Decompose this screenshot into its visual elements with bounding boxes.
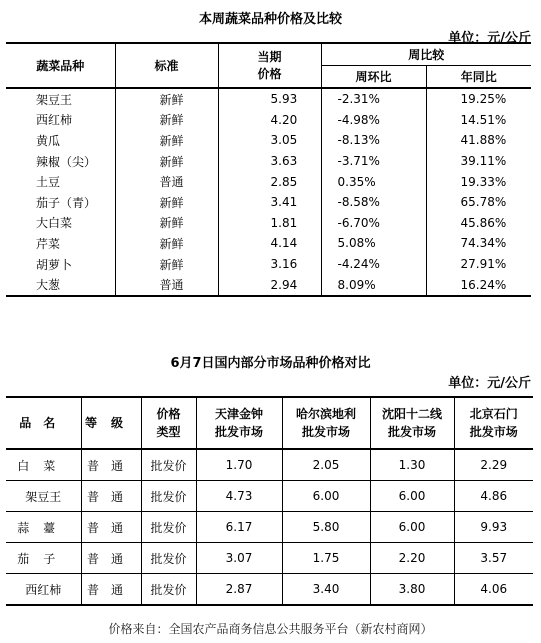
cell-tianjin: 2.87 (196, 574, 282, 606)
table-row (6, 449, 533, 481)
header-current-price-line1: 当期 (257, 49, 282, 64)
cell-price: 3.63 (218, 151, 321, 172)
header-market-harbin-line1: 哈尔滨地利 (295, 407, 356, 421)
cell-yoy: 45.86% (426, 213, 531, 234)
table-row (6, 88, 531, 110)
cell-price: 1.81 (218, 213, 321, 234)
table-row (6, 130, 531, 151)
header-market-tianjin (196, 397, 282, 449)
cell-product-name: 架豆王 (6, 481, 81, 512)
cell-standard: 普通 (115, 274, 218, 296)
cell-grade: 普通 (81, 512, 141, 543)
cell-shenyang: 6.00 (370, 481, 454, 512)
cell-beijing: 3.57 (454, 543, 533, 574)
cell-standard: 新鲜 (115, 254, 218, 275)
cell-wow: 0.35% (321, 171, 426, 192)
cell-shenyang: 1.30 (370, 449, 454, 481)
cell-tianjin: 3.07 (196, 543, 282, 574)
cell-standard: 新鲜 (115, 213, 218, 234)
cell-tianjin: 4.73 (196, 481, 282, 512)
table1-title: 本周蔬菜品种价格及比较 (198, 12, 342, 27)
header-market-shenyang (370, 397, 454, 449)
cell-price: 2.94 (218, 274, 321, 296)
cell-harbin: 5.80 (282, 512, 370, 543)
cell-shenyang: 3.80 (370, 574, 454, 606)
header-yoy: 年同比 (426, 66, 531, 89)
cell-price: 4.20 (218, 110, 321, 131)
cell-grade: 普通 (81, 481, 141, 512)
cell-wow: -8.13% (321, 130, 426, 151)
cell-variety: 大葱 (6, 274, 115, 296)
cell-yoy: 41.88% (426, 130, 531, 151)
table2-unit: 单位：元/公斤 (448, 376, 531, 391)
weekly-price-table (6, 42, 531, 297)
header-current-price (218, 43, 321, 88)
cell-beijing: 4.06 (454, 574, 533, 606)
table-row (6, 233, 531, 254)
cell-yoy: 39.11% (426, 151, 531, 172)
header-price-type (141, 397, 196, 449)
cell-yoy: 65.78% (426, 192, 531, 213)
cell-product-name: 蒜薹 (6, 512, 81, 543)
cell-standard: 普通 (115, 171, 218, 192)
cell-variety: 大白菜 (36, 216, 73, 231)
cell-price: 5.93 (218, 88, 321, 110)
cell-standard: 新鲜 (115, 88, 218, 110)
cell-beijing: 9.93 (454, 512, 533, 543)
cell-product-name: 西红柿 (6, 574, 81, 606)
table-row (6, 481, 533, 512)
header-price-type-line1: 价格 (156, 407, 181, 421)
cell-standard: 新鲜 (115, 130, 218, 151)
table-row (6, 274, 531, 296)
header-current-price-line2: 价格 (257, 66, 282, 81)
header-price-type-line2: 类型 (156, 425, 181, 439)
table-row (6, 574, 533, 606)
cell-yoy: 16.24% (426, 274, 531, 296)
header-variety: 蔬菜品种 (6, 43, 115, 88)
cell-harbin: 3.40 (282, 574, 370, 606)
cell-price-type: 批发价 (141, 481, 196, 512)
cell-price: 2.85 (218, 171, 321, 192)
header-weekly-compare: 周比较 (321, 43, 531, 66)
header-market-beijing-line2: 批发市场 (469, 425, 518, 439)
cell-wow: -4.24% (321, 254, 426, 275)
cell-harbin: 2.05 (282, 449, 370, 481)
cell-price-type: 批发价 (141, 543, 196, 574)
header-product-name: 品名 (6, 397, 81, 449)
cell-shenyang: 6.00 (370, 512, 454, 543)
header-market-harbin (282, 397, 370, 449)
cell-price: 4.14 (218, 233, 321, 254)
source-note: 价格来自：全国农产品商务信息公共服务平台（新农村商网） (108, 622, 433, 636)
cell-price: 3.41 (218, 192, 321, 213)
cell-grade: 普通 (81, 449, 141, 481)
table2-title: 6月7日国内部分市场品种价格对比 (170, 356, 371, 371)
cell-wow: -8.58% (321, 192, 426, 213)
cell-standard: 新鲜 (115, 233, 218, 254)
table-row (6, 213, 531, 234)
cell-wow: -4.98% (321, 110, 426, 131)
header-market-beijing-line1: 北京石门 (469, 407, 518, 421)
header-wow: 周环比 (321, 66, 426, 89)
cell-grade: 普通 (81, 543, 141, 574)
cell-tianjin: 6.17 (196, 512, 282, 543)
cell-variety: 架豆王 (36, 92, 73, 107)
cell-yoy: 74.34% (426, 233, 531, 254)
market-price-table (6, 396, 533, 606)
cell-variety: 黄瓜 (36, 133, 61, 148)
cell-variety: 芹菜 (36, 236, 61, 251)
cell-price: 3.05 (218, 130, 321, 151)
header-market-tianjin-line1: 天津金钟 (214, 407, 263, 421)
cell-beijing: 2.29 (454, 449, 533, 481)
cell-variety: 西红柿 (36, 113, 73, 128)
cell-price-type: 批发价 (141, 574, 196, 606)
cell-variety: 胡萝卜 (36, 257, 73, 272)
cell-yoy: 14.51% (426, 110, 531, 131)
cell-variety: 辣椒（尖） (36, 154, 97, 169)
header-grade: 等级 (81, 397, 141, 449)
table-row (6, 171, 531, 192)
header-market-harbin-line2: 批发市场 (301, 425, 350, 439)
cell-wow: 5.08% (321, 233, 426, 254)
cell-harbin: 1.75 (282, 543, 370, 574)
cell-yoy: 19.33% (426, 171, 531, 192)
cell-wow: -2.31% (321, 88, 426, 110)
cell-harbin: 6.00 (282, 481, 370, 512)
cell-price-type: 批发价 (141, 512, 196, 543)
header-market-shenyang-line2: 批发市场 (387, 425, 436, 439)
table-row (6, 151, 531, 172)
table-row (6, 512, 533, 543)
cell-variety: 土豆 (36, 175, 61, 190)
cell-wow: -6.70% (321, 213, 426, 234)
cell-standard: 新鲜 (115, 192, 218, 213)
table-row (6, 543, 533, 574)
header-market-beijing (454, 397, 533, 449)
table-row (6, 110, 531, 131)
cell-shenyang: 2.20 (370, 543, 454, 574)
table1-unit: 单位：元/公斤 (448, 31, 531, 46)
header-market-shenyang-line1: 沈阳十二线 (381, 407, 442, 421)
cell-standard: 新鲜 (115, 110, 218, 131)
cell-wow: -3.71% (321, 151, 426, 172)
table-row (6, 192, 531, 213)
cell-grade: 普通 (81, 574, 141, 606)
cell-beijing: 4.86 (454, 481, 533, 512)
cell-product-name: 白菜 (6, 449, 81, 481)
cell-tianjin: 1.70 (196, 449, 282, 481)
cell-yoy: 27.91% (426, 254, 531, 275)
cell-price-type: 批发价 (141, 449, 196, 481)
cell-standard: 新鲜 (115, 151, 218, 172)
cell-variety: 茄子（青） (36, 195, 97, 210)
header-standard: 标准 (115, 43, 218, 88)
cell-wow: 8.09% (321, 274, 426, 296)
header-market-tianjin-line2: 批发市场 (214, 425, 263, 439)
cell-product-name: 茄子 (6, 543, 81, 574)
cell-price: 3.16 (218, 254, 321, 275)
table-row (6, 254, 531, 275)
cell-yoy: 19.25% (426, 88, 531, 110)
